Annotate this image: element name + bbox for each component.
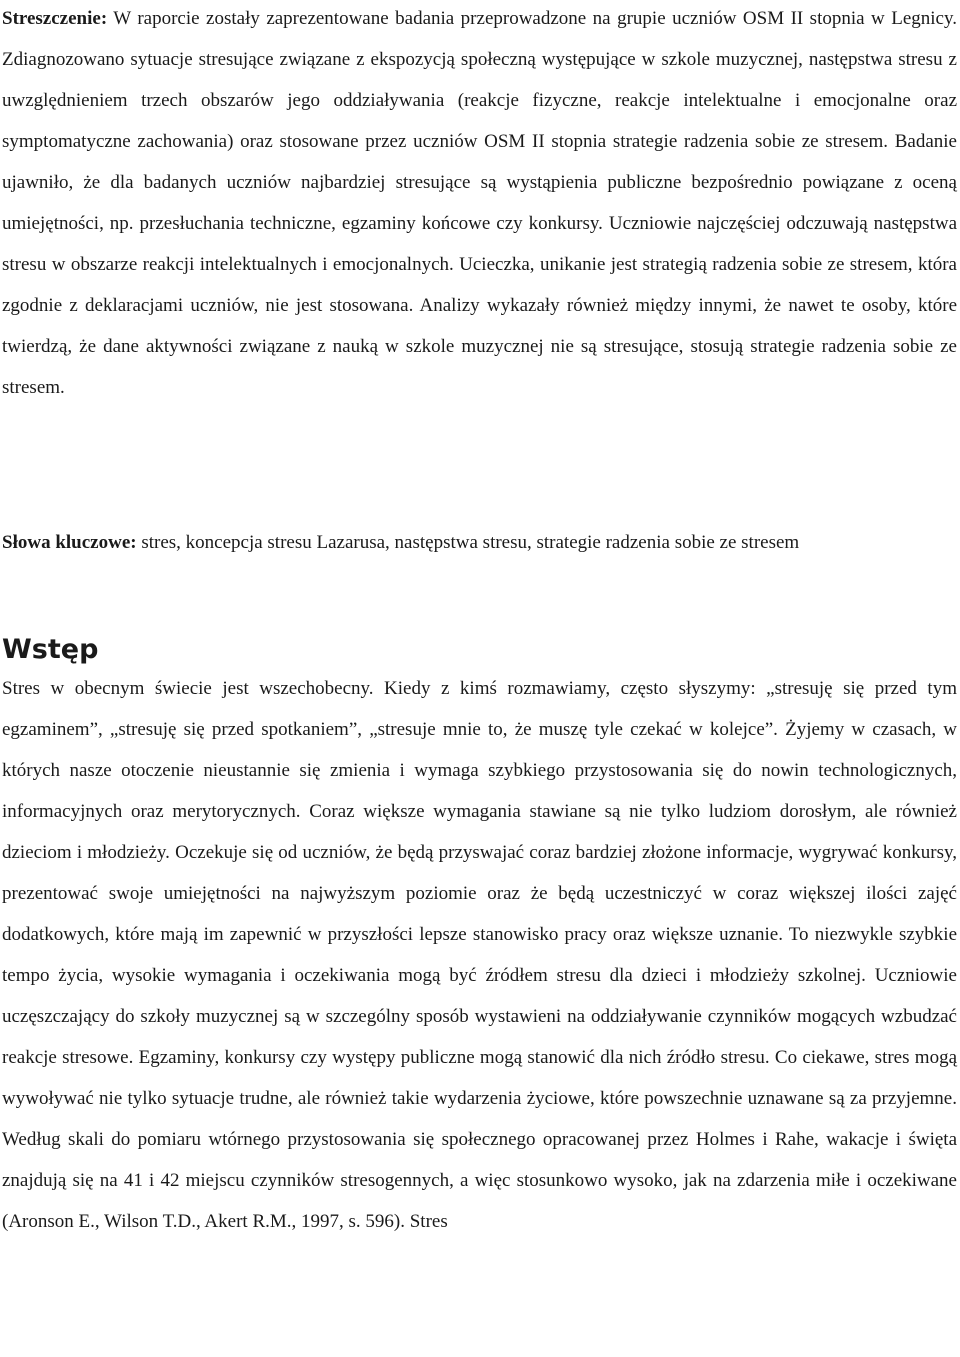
abstract-text: W raporcie zostały zaprezentowane badania przeprowadzone na grupie uczniów OSM II stopnia w Legnicy. Zdiagnozowano sytuacje stresujące związane z ekspozycją społeczną występujące w szkole muzycznej, następstwa stresu z uwzględnieniem trzech obszarów jego oddziaływania (reakcje fizyczne, reakcje intelektualne i emocjonalne oraz symptomatyczne zachowania) oraz stosowane przez uczniów OSM II stopnia strategie radzenia sobie ze stresem. Badanie ujawniło, że dla badanych uczniów najbardziej stresujące są wystąpienia publiczne bezpośrednio powiązane z oceną umiejętności, np. przesłuchania techniczne, egzaminy końcowe czy konkursy. Uczniowie najczęściej odczuwają następstwa stresu w obszarze reakcji intelektualnych i emocjonalnych. Ucieczka, unikanie jest strategią radzenia sobie ze stresem, która zgodnie z deklaracjami uczniów, nie jest stosowana. Analizy wykazały również między innymi, że nawet te osoby, które twierdzą, że dane aktywności związane z nauką w szkole muzycznej nie są stresujące, stosują strategie radzenia sobie ze stresem. bbox=[2, 8, 957, 398]
section-heading: Wstęp bbox=[2, 634, 99, 665]
intro-paragraph: Stres w obecnym świecie jest wszechobecny. Kiedy z kimś rozmawiamy, często słyszymy: „stresuję się przed tym egzaminem”, „stresuję się przed spotkaniem”, „stresuje mnie to, że muszę tyle czekać w kolejce”. Żyjemy w czasach, w których nasze otoczenie nieustannie się zmienia i wymaga szybkiego przystosowania się do nowin technologicznych, informacyjnych oraz merytorycznych. Coraz większe wymagania stawiane są nie tylko ludziom dorosłym, ale również dzieciom i młodzieży. Oczekuje się od uczniów, że będą przyswajać coraz bardziej złożone informacje, wygrywać konkursy, prezentować swoje umiejętności na najwyższym poziomie oraz że będą uczestniczyć w coraz większej ilości zajęć dodatkowych, które mają im zapewnić w przyszłości lepsze stanowisko pracy oraz większe uznanie. To niezwykle szybkie tempo życia, wysokie wymagania i oczekiwania mogą być źródłem stresu dla dzieci i młodzieży szkolnej. Uczniowie uczęszczający do szkoły muzycznej są w szczególny sposób wystawieni na oddziaływanie czynników mogących wzbudzać reakcje stresowe. Egzaminy, konkursy czy występy publiczne mogą stanowić dla nich źródło stresu. Co ciekawe, stres mogą wywoływać nie tylko sytuacje trudne, ale również takie wydarzenia życiowe, które powszechnie uznawane są za przyjemne. Według skali do pomiaru wtórnego przystosowania się społecznego opracowanej przez Holmes i Rahe, wakacje i święta znajdują się na 41 i 42 miejscu czynników stresogennych, a więc stosunkowo wysoko, jak na zdarzenia miłe i oczekiwane (Aronson E., Wilson T.D., Akert R.M., 1997, s. 596). Stres bbox=[2, 678, 957, 1232]
keywords-label: Słowa kluczowe: bbox=[2, 532, 137, 553]
abstract-label: Streszczenie: bbox=[2, 8, 108, 29]
abstract-paragraph bbox=[2, 0, 957, 408]
keywords-paragraph bbox=[2, 522, 957, 563]
keywords-text: stres, koncepcja stresu Lazarusa, następstwa stresu, strategie radzenia sobie ze stresem bbox=[141, 532, 800, 553]
